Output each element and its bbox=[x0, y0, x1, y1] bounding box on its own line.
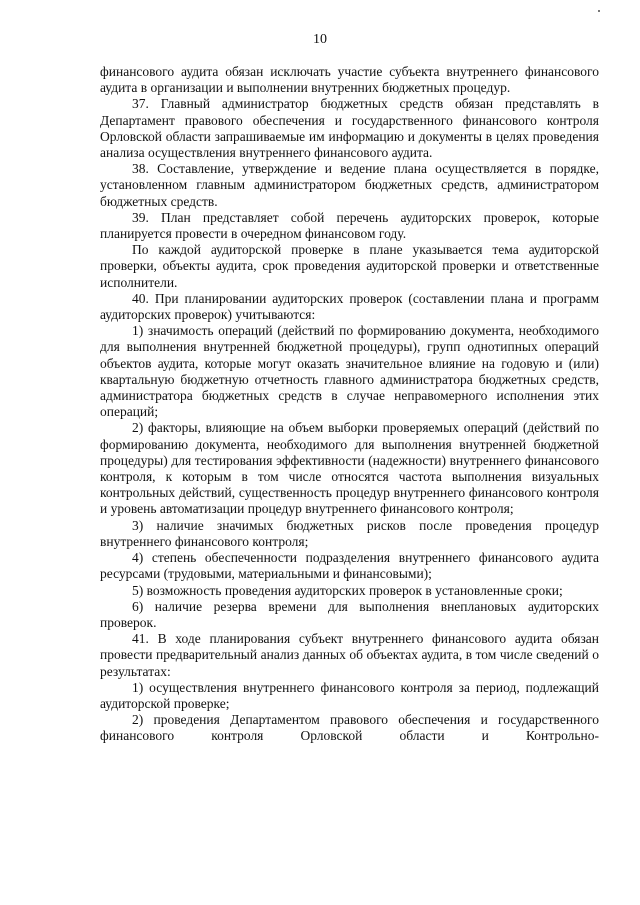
paragraph-subitem-4-resources: 4) степень обеспеченности подразделения внутреннего финансового аудита ресурсами (трудовыми, материальными и финансовыми); bbox=[100, 550, 599, 582]
paragraph-item-41: 41. В ходе планирования субъект внутреннего финансового аудита обязан провести предварительный анализ данных об объектах аудита, в том числе сведений о результатах: bbox=[100, 631, 599, 679]
paragraph-subitem-5-timing: 5) возможность проведения аудиторских проверок в установленные сроки; bbox=[132, 582, 563, 598]
paragraph-continuation: финансового аудита обязан исключать участие субъекта внутреннего финансового аудита в организации и выполнении внутренних бюджетных процедур. bbox=[100, 64, 599, 96]
paragraph-subitem-1-significance: 1) значимость операций (действий по формированию документа, необходимого для выполнения внутренней бюджетной процедуры), групп однотипных операций объектов аудита, которые могут оказать значительное влияние на годовую и (или) квартальную бюджетную отчетность главного администратора бюджетных средств, администратора бюджетных средств в случае неправомерного исполнения этих операций; bbox=[100, 323, 599, 420]
paragraph-item-37: 37. Главный администратор бюджетных средств обязан представлять в Департамент правового обеспечения и государственного финансового контроля Орловской области запрашиваемые им информацию и документы в целях проведения анализа осуществления внутреннего финансового аудита. bbox=[100, 96, 599, 161]
paragraph-plan-details: По каждой аудиторской проверке в плане указывается тема аудиторской проверки, объекты аудита, срок проведения аудиторской проверки и ответственные исполнители. bbox=[100, 242, 599, 290]
paragraph-subitem-1-internal-control: 1) осуществления внутреннего финансового контроля за период, подлежащий аудиторской проверке; bbox=[100, 679, 599, 711]
paragraph-item-40: 40. При планировании аудиторских проверок (составлении плана и программ аудиторских проверок) учитываются: bbox=[100, 290, 599, 323]
paragraph-item-38: 38. Составление, утверждение и ведение плана осуществляется в порядке, установленном главным администратором бюджетных средств, администратором бюджетных средств. bbox=[100, 161, 599, 209]
paragraph-subitem-3-risks: 3) наличие значимых бюджетных рисков после проведения процедур внутреннего финансового контроля; bbox=[100, 517, 599, 549]
paragraph-subitem-2-department: 2) проведения Департаментом правового обеспечения и государственного финансового контроля Орловской области и Контрольно- bbox=[100, 712, 599, 744]
page-number: 10 bbox=[313, 32, 327, 47]
paragraph-subitem-2-factors: 2) факторы, влияющие на объем выборки проверяемых операций (действий по формированию документа, необходимого для выполнения внутренней бюджетной процедуры) для тестирования эффективности (надежности) внутреннего финансового контроля, к которым в том числе относятся частота выполнения визуальных контрольных действий, существенность процедур внутреннего финансового контроля и уровень автоматизации процедур внутреннего финансового контроля; bbox=[100, 420, 599, 517]
paragraph-item-39: 39. План представляет собой перечень аудиторских проверок, которые планируется провести в очередном финансовом году. bbox=[100, 209, 599, 242]
scan-speck bbox=[598, 10, 600, 12]
document-body bbox=[100, 64, 599, 745]
paragraph-subitem-6-reserve: 6) наличие резерва времени для выполнения внеплановых аудиторских проверок. bbox=[100, 598, 599, 630]
